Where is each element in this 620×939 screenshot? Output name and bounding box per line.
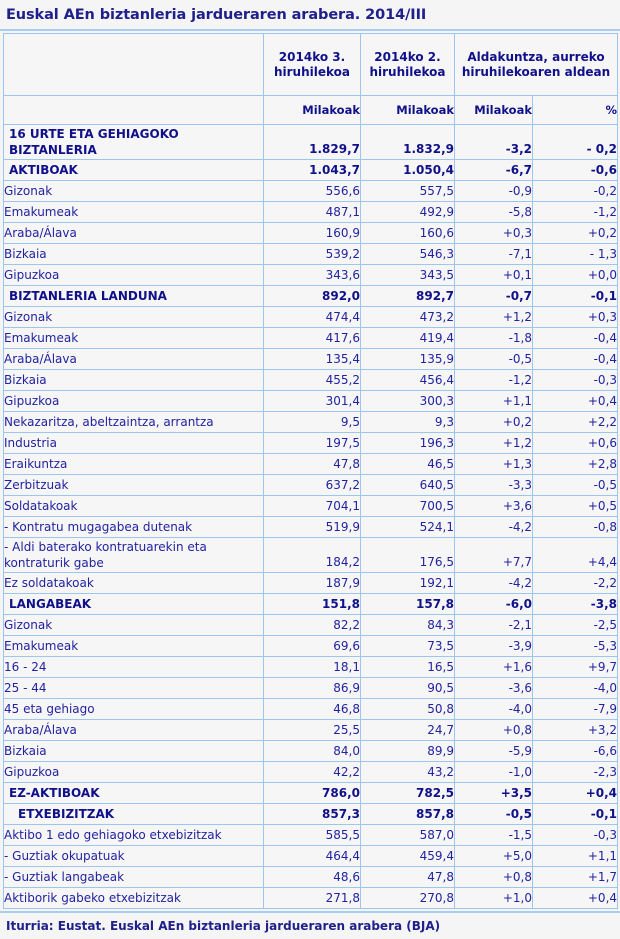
row-value-4: -0,8 <box>533 517 618 538</box>
table-row <box>4 202 618 223</box>
row-value-3: -1,2 <box>455 370 533 391</box>
header-col-change-group: Aldakuntza, aurreko hiruhilekoaren aldean <box>455 34 618 96</box>
header-row-units <box>4 96 618 125</box>
row-value-1: 160,9 <box>264 223 361 244</box>
row-value-4: -2,2 <box>533 573 618 594</box>
row-value-3: +1,0 <box>455 888 533 909</box>
row-label: Eraikuntza <box>4 454 264 475</box>
row-label: LANGABEAK <box>4 594 264 615</box>
row-value-3: +1,3 <box>455 454 533 475</box>
row-value-1: 343,6 <box>264 265 361 286</box>
row-label: AKTIBOAK <box>4 160 264 181</box>
title-bar <box>0 0 620 31</box>
row-value-2: 782,5 <box>361 783 455 804</box>
table-row <box>4 657 618 678</box>
row-value-2: 473,2 <box>361 307 455 328</box>
row-label: Bizkaia <box>4 370 264 391</box>
row-value-3: -7,1 <box>455 244 533 265</box>
row-value-2: 270,8 <box>361 888 455 909</box>
row-value-4: -2,3 <box>533 762 618 783</box>
row-value-2: 892,7 <box>361 286 455 307</box>
row-value-2: 492,9 <box>361 202 455 223</box>
row-value-2: 343,5 <box>361 265 455 286</box>
row-value-3: -1,5 <box>455 825 533 846</box>
row-value-4: -0,3 <box>533 825 618 846</box>
row-value-3: +3,6 <box>455 496 533 517</box>
table-row <box>4 307 618 328</box>
table-row <box>4 783 618 804</box>
row-value-1: 301,4 <box>264 391 361 412</box>
row-label: Emakumeak <box>4 328 264 349</box>
row-value-4: +0,4 <box>533 391 618 412</box>
header-units-q2: Milakoak <box>361 96 455 125</box>
row-value-2: 157,8 <box>361 594 455 615</box>
table-row <box>4 594 618 615</box>
row-value-3: -3,3 <box>455 475 533 496</box>
row-value-1: 82,2 <box>264 615 361 636</box>
header-units-q3: Milakoak <box>264 96 361 125</box>
row-label: 45 eta gehiago <box>4 699 264 720</box>
row-value-2: 73,5 <box>361 636 455 657</box>
row-value-1: 69,6 <box>264 636 361 657</box>
table-row <box>4 517 618 538</box>
row-label: Aktiborik gabeko etxebizitzak <box>4 888 264 909</box>
row-value-4: - 1,3 <box>533 244 618 265</box>
row-value-1: 455,2 <box>264 370 361 391</box>
row-value-2: 1.832,9 <box>361 125 455 160</box>
row-value-1: 187,9 <box>264 573 361 594</box>
row-label: BIZTANLERIA LANDUNA <box>4 286 264 307</box>
row-value-2: 192,1 <box>361 573 455 594</box>
source-note: Iturria: Eustat. Euskal AEn biztanleria jardueraren arabera (BJA) <box>6 919 441 933</box>
row-value-3: -6,0 <box>455 594 533 615</box>
row-value-1: 474,4 <box>264 307 361 328</box>
table-row <box>4 475 618 496</box>
row-label: Ez soldatakoak <box>4 573 264 594</box>
row-value-4: +1,7 <box>533 867 618 888</box>
row-value-3: -3,9 <box>455 636 533 657</box>
row-value-4: +0,2 <box>533 223 618 244</box>
row-value-2: 9,3 <box>361 412 455 433</box>
row-value-1: 46,8 <box>264 699 361 720</box>
table-row <box>4 573 618 594</box>
row-value-4: -0,6 <box>533 160 618 181</box>
row-value-1: 25,5 <box>264 720 361 741</box>
row-value-1: 637,2 <box>264 475 361 496</box>
row-value-4: +9,7 <box>533 657 618 678</box>
row-label: Gipuzkoa <box>4 265 264 286</box>
row-value-1: 135,4 <box>264 349 361 370</box>
row-label: Gipuzkoa <box>4 391 264 412</box>
row-value-4: +3,2 <box>533 720 618 741</box>
row-value-4: -0,4 <box>533 349 618 370</box>
row-label: Gipuzkoa <box>4 762 264 783</box>
row-value-2: 46,5 <box>361 454 455 475</box>
row-value-1: 417,6 <box>264 328 361 349</box>
table-row <box>4 615 618 636</box>
row-value-3: +5,0 <box>455 846 533 867</box>
row-label: Bizkaia <box>4 244 264 265</box>
row-value-4: +0,6 <box>533 433 618 454</box>
row-value-2: 90,5 <box>361 678 455 699</box>
row-value-4: -7,9 <box>533 699 618 720</box>
header-col-q3: 2014ko 3. hiruhilekoa <box>264 34 361 96</box>
table-row <box>4 678 618 699</box>
table-row <box>4 867 618 888</box>
row-label: - Kontratu mugagabea dutenak <box>4 517 264 538</box>
row-value-3: -0,5 <box>455 349 533 370</box>
table-row <box>4 636 618 657</box>
table-row <box>4 804 618 825</box>
row-value-2: 700,5 <box>361 496 455 517</box>
row-value-2: 196,3 <box>361 433 455 454</box>
row-value-3: +1,6 <box>455 657 533 678</box>
header-units-blank <box>4 96 264 125</box>
row-value-3: +0,8 <box>455 867 533 888</box>
row-value-2: 459,4 <box>361 846 455 867</box>
row-value-3: -4,0 <box>455 699 533 720</box>
row-label: ETXEBIZITZAK <box>4 804 264 825</box>
row-value-2: 419,4 <box>361 328 455 349</box>
table-row <box>4 454 618 475</box>
row-value-3: +7,7 <box>455 538 533 573</box>
row-value-4: -4,0 <box>533 678 618 699</box>
row-value-4: +0,5 <box>533 496 618 517</box>
row-value-1: 585,5 <box>264 825 361 846</box>
row-value-3: -0,7 <box>455 286 533 307</box>
row-value-1: 519,9 <box>264 517 361 538</box>
table-row <box>4 846 618 867</box>
row-label: Emakumeak <box>4 202 264 223</box>
row-value-4: +0,0 <box>533 265 618 286</box>
row-value-2: 47,8 <box>361 867 455 888</box>
table-row <box>4 538 618 573</box>
table-row <box>4 699 618 720</box>
row-value-4: -0,5 <box>533 475 618 496</box>
row-value-2: 546,3 <box>361 244 455 265</box>
table-row <box>4 349 618 370</box>
row-value-1: 42,2 <box>264 762 361 783</box>
row-value-3: +0,3 <box>455 223 533 244</box>
row-value-1: 1.043,7 <box>264 160 361 181</box>
row-value-1: 151,8 <box>264 594 361 615</box>
row-value-3: -5,8 <box>455 202 533 223</box>
row-label: Araba/Álava <box>4 223 264 244</box>
row-value-4: +2,2 <box>533 412 618 433</box>
row-value-4: -0,1 <box>533 804 618 825</box>
row-value-3: -2,1 <box>455 615 533 636</box>
table-row <box>4 125 618 160</box>
row-value-4: -6,6 <box>533 741 618 762</box>
footer-bar <box>0 911 620 939</box>
table-row <box>4 888 618 909</box>
row-label: Industria <box>4 433 264 454</box>
row-value-1: 487,1 <box>264 202 361 223</box>
table-row <box>4 720 618 741</box>
row-value-3: +1,1 <box>455 391 533 412</box>
row-value-3: +1,2 <box>455 433 533 454</box>
row-value-3: -0,9 <box>455 181 533 202</box>
table-row <box>4 741 618 762</box>
table-row <box>4 286 618 307</box>
row-value-1: 47,8 <box>264 454 361 475</box>
row-value-1: 18,1 <box>264 657 361 678</box>
row-value-3: -5,9 <box>455 741 533 762</box>
statistics-table <box>3 33 618 909</box>
row-value-3: -1,8 <box>455 328 533 349</box>
row-value-2: 89,9 <box>361 741 455 762</box>
table-row <box>4 244 618 265</box>
table-row <box>4 328 618 349</box>
row-value-2: 524,1 <box>361 517 455 538</box>
row-value-1: 86,9 <box>264 678 361 699</box>
row-label: Soldatakoak <box>4 496 264 517</box>
row-value-4: -0,4 <box>533 328 618 349</box>
row-label: Emakumeak <box>4 636 264 657</box>
row-label: Gizonak <box>4 307 264 328</box>
row-value-1: 857,3 <box>264 804 361 825</box>
row-value-4: +0,3 <box>533 307 618 328</box>
row-value-4: +4,4 <box>533 538 618 573</box>
header-blank <box>4 34 264 96</box>
row-label: Zerbitzuak <box>4 475 264 496</box>
row-value-4: +0,4 <box>533 783 618 804</box>
table-row <box>4 496 618 517</box>
row-value-3: -0,5 <box>455 804 533 825</box>
header-row-periods <box>4 34 618 96</box>
row-value-3: +3,5 <box>455 783 533 804</box>
row-value-1: 9,5 <box>264 412 361 433</box>
row-label: Gizonak <box>4 615 264 636</box>
row-value-1: 271,8 <box>264 888 361 909</box>
row-value-3: +0,8 <box>455 720 533 741</box>
row-value-1: 556,6 <box>264 181 361 202</box>
row-value-3: -1,0 <box>455 762 533 783</box>
row-value-1: 464,4 <box>264 846 361 867</box>
row-label: 25 - 44 <box>4 678 264 699</box>
row-value-2: 1.050,4 <box>361 160 455 181</box>
row-label: 16 URTE ETA GEHIAGOKO BIZTANLERIA <box>4 125 264 160</box>
row-value-3: -3,6 <box>455 678 533 699</box>
row-value-4: -0,3 <box>533 370 618 391</box>
row-value-4: - 0,2 <box>533 125 618 160</box>
table-row <box>4 265 618 286</box>
table-row <box>4 181 618 202</box>
row-label: EZ-AKTIBOAK <box>4 783 264 804</box>
row-label: Aktibo 1 edo gehiagoko etxebizitzak <box>4 825 264 846</box>
row-value-2: 857,8 <box>361 804 455 825</box>
row-value-2: 640,5 <box>361 475 455 496</box>
table-row <box>4 825 618 846</box>
row-value-2: 176,5 <box>361 538 455 573</box>
row-label: Nekazaritza, abeltzaintza, arrantza <box>4 412 264 433</box>
row-label: 16 - 24 <box>4 657 264 678</box>
row-label: - Guztiak langabeak <box>4 867 264 888</box>
row-value-4: +1,1 <box>533 846 618 867</box>
table-header <box>4 34 618 125</box>
row-value-3: -4,2 <box>455 517 533 538</box>
row-label: Araba/Álava <box>4 720 264 741</box>
row-value-1: 786,0 <box>264 783 361 804</box>
table-row <box>4 223 618 244</box>
row-value-1: 184,2 <box>264 538 361 573</box>
row-value-4: +2,8 <box>533 454 618 475</box>
row-value-2: 50,8 <box>361 699 455 720</box>
row-value-4: -0,1 <box>533 286 618 307</box>
row-label: - Guztiak okupatuak <box>4 846 264 867</box>
row-value-1: 197,5 <box>264 433 361 454</box>
row-value-2: 84,3 <box>361 615 455 636</box>
row-value-1: 1.829,7 <box>264 125 361 160</box>
row-value-1: 84,0 <box>264 741 361 762</box>
row-value-3: +0,1 <box>455 265 533 286</box>
row-value-4: -3,8 <box>533 594 618 615</box>
header-units-change-pct: % <box>533 96 618 125</box>
row-value-2: 160,6 <box>361 223 455 244</box>
row-label: - Aldi baterako kontratuarekin eta kontraturik gabe <box>4 538 264 573</box>
row-value-4: -2,5 <box>533 615 618 636</box>
row-value-2: 456,4 <box>361 370 455 391</box>
row-value-2: 300,3 <box>361 391 455 412</box>
page-title: Euskal AEn biztanleria jardueraren arabera. 2014/III <box>6 7 427 23</box>
row-value-1: 539,2 <box>264 244 361 265</box>
row-value-3: -6,7 <box>455 160 533 181</box>
row-value-2: 557,5 <box>361 181 455 202</box>
header-col-q2: 2014ko 2. hiruhilekoa <box>361 34 455 96</box>
row-value-1: 704,1 <box>264 496 361 517</box>
table-row <box>4 762 618 783</box>
row-value-2: 587,0 <box>361 825 455 846</box>
row-value-4: -1,2 <box>533 202 618 223</box>
row-value-2: 135,9 <box>361 349 455 370</box>
row-label: Araba/Álava <box>4 349 264 370</box>
table-row <box>4 370 618 391</box>
row-value-2: 43,2 <box>361 762 455 783</box>
table-row <box>4 433 618 454</box>
row-label: Gizonak <box>4 181 264 202</box>
row-label: Bizkaia <box>4 741 264 762</box>
row-value-3: -3,2 <box>455 125 533 160</box>
row-value-4: -5,3 <box>533 636 618 657</box>
header-units-change-abs: Milakoak <box>455 96 533 125</box>
row-value-3: +1,2 <box>455 307 533 328</box>
row-value-2: 16,5 <box>361 657 455 678</box>
table-row <box>4 412 618 433</box>
table-body <box>4 125 618 909</box>
row-value-1: 48,6 <box>264 867 361 888</box>
row-value-1: 892,0 <box>264 286 361 307</box>
table-container <box>0 31 620 909</box>
table-row <box>4 160 618 181</box>
row-value-4: -0,2 <box>533 181 618 202</box>
row-value-3: -4,2 <box>455 573 533 594</box>
row-value-2: 24,7 <box>361 720 455 741</box>
table-row <box>4 391 618 412</box>
row-value-4: +0,4 <box>533 888 618 909</box>
row-value-3: +0,2 <box>455 412 533 433</box>
